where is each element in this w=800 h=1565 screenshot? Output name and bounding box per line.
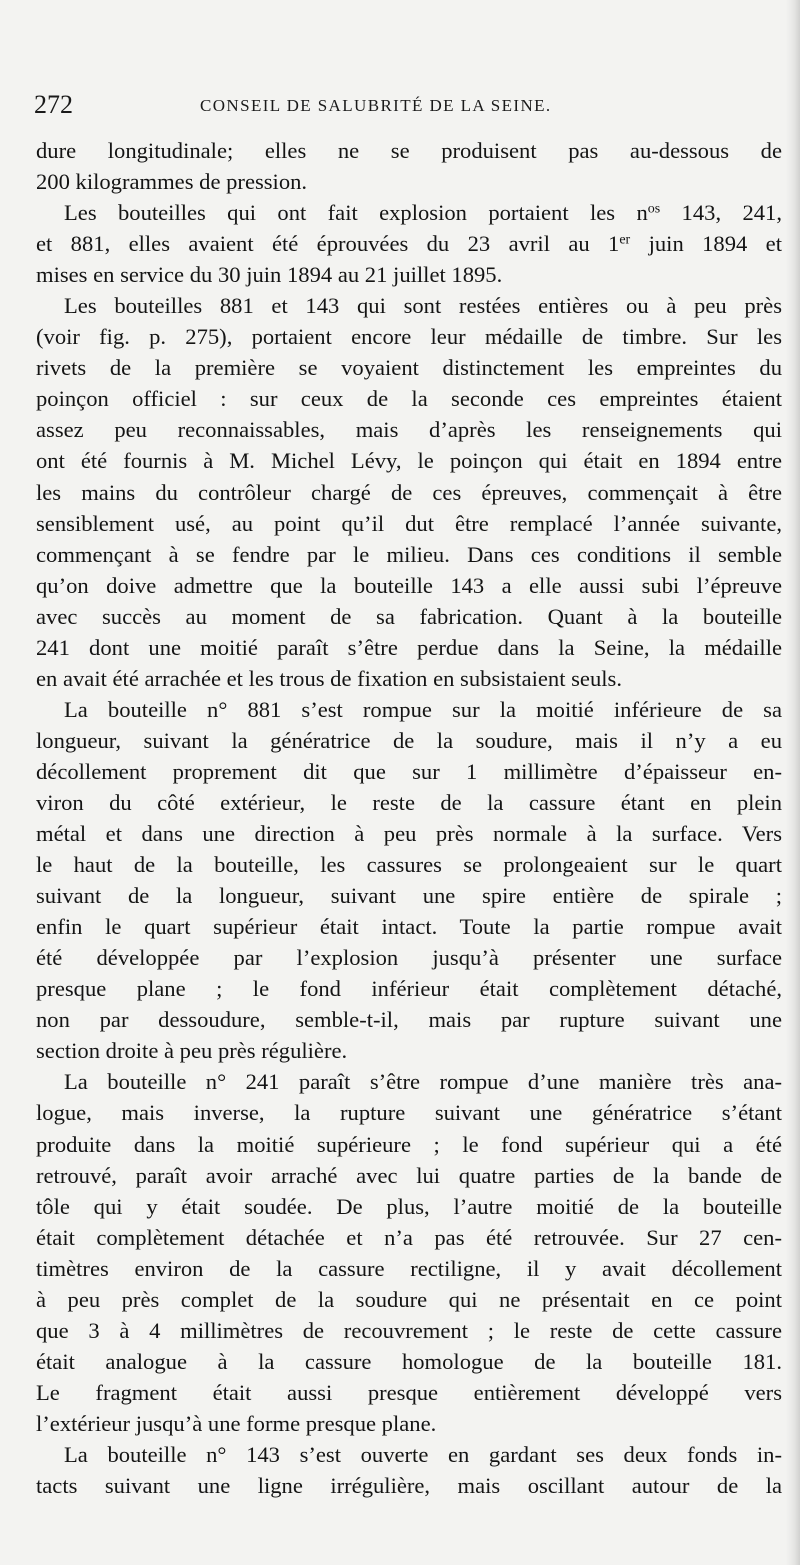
text-line: et 881, elles avaient été éprouvées du 23 avril au 1er juin 1894 et — [36, 231, 782, 257]
text-line: était analogue à la cassure homologue de la bouteille 181. — [36, 1348, 782, 1374]
running-title: CONSEIL DE SALUBRITÉ DE LA SEINE. — [200, 96, 552, 115]
text-line: commençant à se fendre par le milieu. Dans ces conditions il semble — [36, 541, 782, 567]
text-line: à peu près complet de la soudure qui ne présentait en ce point — [36, 1286, 782, 1312]
text-line: que 3 à 4 millimètres de recouvrement ; le reste de cette cassure — [36, 1317, 782, 1343]
text-line: en avait été arrachée et les trous de fixation en subsistaient seuls. — [36, 665, 622, 691]
text-line: produite dans la moitié supérieure ; le fond supérieur qui a été — [36, 1131, 782, 1157]
text-line: été développée par l’explosion jusqu’à présenter une surface — [36, 945, 782, 971]
text-line: retrouvé, paraît avoir arraché avec lui quatre parties de la bande de — [36, 1162, 782, 1188]
text-line: l’extérieur jusqu’à une forme presque plane. — [36, 1410, 437, 1436]
text-line: La bouteille n° 143 s’est ouverte en gardant ses deux fonds in- — [64, 1441, 782, 1467]
body-text — [36, 135, 782, 1501]
text-line: section droite à peu près régulière. — [36, 1038, 348, 1064]
text-line: les mains du contrôleur chargé de ces épreuves, commençait à être — [36, 479, 782, 505]
text-line: suivant de la longueur, suivant une spire entière de spirale ; — [36, 883, 782, 909]
text-line: Les bouteilles 881 et 143 qui sont restées entières ou à peu près — [64, 293, 782, 319]
page-number: 272 — [34, 90, 73, 119]
text-line: ont été fournis à M. Michel Lévy, le poinçon qui était en 1894 entre — [36, 448, 782, 474]
text-line: viron du côté extérieur, le reste de la cassure étant en plein — [36, 789, 782, 815]
text-line: décollement proprement dit que sur 1 millimètre d’épaisseur en- — [36, 758, 782, 784]
text-line: La bouteille n° 881 s’est rompue sur la moitié inférieure de sa — [64, 696, 782, 722]
text-line: 200 kilogrammes de pression. — [36, 169, 308, 195]
text-line: dure longitudinale; elles ne se produisent pas au-dessous de — [36, 138, 782, 163]
running-head — [34, 90, 766, 120]
text-line: (voir fig. p. 275), portaient encore leur médaille de timbre. Sur les — [36, 324, 782, 350]
text-line: tôle qui y était soudée. De plus, l’autre moitié de la bouteille — [36, 1193, 782, 1219]
text-line: assez peu reconnaissables, mais d’après les renseignements qui — [36, 417, 782, 443]
text-line: La bouteille n° 241 paraît s’être rompue d’une manière très ana- — [64, 1069, 782, 1095]
text-line: le haut de la bouteille, les cassures se prolongeaient sur le quart — [36, 852, 782, 878]
text-line: métal et dans une direction à peu près normale à la surface. Vers — [36, 821, 782, 847]
text-line: longueur, suivant la génératrice de la soudure, mais il n’y a eu — [36, 727, 782, 753]
text-line: tacts suivant une ligne irrégulière, mais oscillant autour de la — [36, 1473, 782, 1499]
text-line: sensiblement usé, au point qu’il dut être remplacé l’année suivante, — [36, 510, 782, 536]
text-line: Le fragment était aussi presque entièrement développé vers — [36, 1379, 782, 1405]
text-line: Les bouteilles qui ont fait explosion portaient les $n^{os}$ 143, 241, — [64, 200, 782, 226]
text-line: poinçon officiel : sur ceux de la seconde ces empreintes étaient — [36, 386, 782, 412]
text-line: était complètement détachée et n’a pas été retrouvée. Sur 27 cen- — [36, 1224, 782, 1250]
text-line: rivets de la première se voyaient distinctement les empreintes du — [36, 355, 782, 381]
text-line: non par dessoudure, semble-t-il, mais par rupture suivant une — [36, 1007, 782, 1033]
text-line: mises en service du 30 juin 1894 au 21 juillet 1895. — [36, 262, 503, 288]
text-line: presque plane ; le fond inférieur était complètement détaché, — [36, 976, 782, 1002]
text-line: avec succès au moment de sa fabrication. Quant à la bouteille — [36, 603, 782, 629]
text-line: 241 dont une moitié paraît s’être perdue dans la Seine, la médaille — [36, 634, 782, 660]
text-line: qu’on doive admettre que la bouteille 143 a elle aussi subi l’épreuve — [36, 572, 782, 598]
text-line: timètres environ de la cassure rectiligne, il y avait décollement — [36, 1255, 782, 1281]
text-line: logue, mais inverse, la rupture suivant une génératrice s’étant — [36, 1100, 782, 1126]
text-line: enfin le quart supérieur était intact. Toute la partie rompue avait — [36, 914, 782, 940]
page-binding-shadow — [786, 0, 800, 1565]
